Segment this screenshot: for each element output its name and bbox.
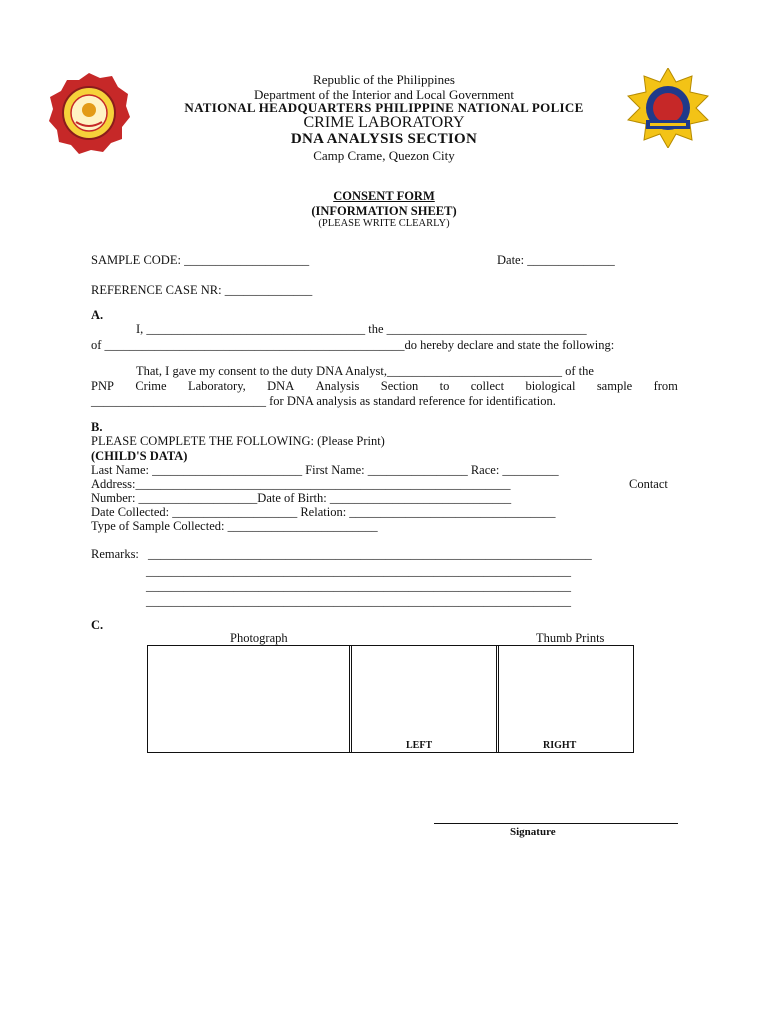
- word: Laboratory,: [187, 379, 246, 393]
- right-thumbprint-box[interactable]: [496, 645, 634, 753]
- header-republic: Republic of the Philippines: [313, 72, 455, 87]
- contact-dob-line[interactable]: Number: ___________________Date of Birth: _____________________________: [91, 491, 512, 505]
- collected-relation-line[interactable]: Date Collected: ____________________ Relation: _________________________________: [91, 505, 556, 519]
- word: collect: [470, 379, 505, 393]
- left-thumb-label: LEFT: [406, 740, 433, 751]
- word: Analysis: [315, 379, 360, 393]
- section-c-label: C.: [91, 618, 104, 632]
- header-location: Camp Crame, Quezon City: [313, 148, 455, 163]
- remarks-line[interactable]: ____________________________________________________________________: [146, 594, 571, 608]
- section-b-instruction: PLEASE COMPLETE THE FOLLOWING: (Please Print): [91, 434, 385, 448]
- word: sample: [596, 379, 633, 393]
- word: Section: [380, 379, 419, 393]
- photograph-box[interactable]: [147, 645, 352, 753]
- remarks-label: Remarks:: [91, 547, 139, 561]
- right-thumb-label: RIGHT: [543, 740, 577, 751]
- sample-code-field[interactable]: SAMPLE CODE: ____________________: [91, 253, 310, 267]
- section-b-label: B.: [91, 420, 103, 434]
- header-dna-section: DNA ANALYSIS SECTION: [290, 131, 478, 147]
- remarks-line[interactable]: ____________________________________________________________________: [146, 564, 571, 578]
- signature-label: Signature: [510, 826, 556, 838]
- form-subtitle: (INFORMATION SHEET): [311, 204, 457, 218]
- form-note: (PLEASE WRITE CLEARLY): [318, 218, 450, 229]
- declarant-address-line[interactable]: of ________________________________________________do hereby declare and state the following:: [91, 338, 615, 352]
- consent-paragraph-line2: [91, 379, 678, 394]
- thumb-prints-label: Thumb Prints: [536, 631, 605, 645]
- contact-label: Contact: [629, 477, 668, 491]
- form-title: CONSENT FORM: [333, 189, 435, 203]
- signature-line[interactable]: [434, 823, 678, 824]
- word: PNP: [91, 379, 114, 393]
- photograph-label: Photograph: [230, 631, 288, 645]
- remarks-line[interactable]: _______________________________________________________________________: [148, 547, 592, 561]
- declarant-name-line[interactable]: I, ___________________________________ the ________________________________: [136, 322, 587, 336]
- header-department: Department of the Interior and Local Government: [254, 87, 514, 102]
- word: Crime: [135, 379, 167, 393]
- remarks-line[interactable]: ____________________________________________________________________: [146, 579, 571, 593]
- consent-paragraph-line3[interactable]: ____________________________ for DNA analysis as standard reference for identification.: [91, 394, 556, 408]
- left-thumbprint-box[interactable]: [349, 645, 499, 753]
- date-field[interactable]: Date: ______________: [497, 253, 615, 267]
- childs-data-heading: (CHILD'S DATA): [91, 449, 188, 463]
- word: to: [439, 379, 450, 393]
- sample-type-line[interactable]: Type of Sample Collected: ________________________: [91, 519, 378, 533]
- word: from: [653, 379, 678, 393]
- word: biological: [525, 379, 576, 393]
- header-crime-lab: CRIME LABORATORY: [303, 114, 465, 131]
- child-address-line[interactable]: Address:____________________________________________________________: [91, 477, 511, 491]
- consent-paragraph-line1[interactable]: That, I gave my consent to the duty DNA Analyst,____________________________ of the: [136, 364, 594, 378]
- section-a-label: A.: [91, 308, 104, 322]
- reference-case-field[interactable]: REFERENCE CASE NR: ______________: [91, 283, 313, 297]
- word: DNA: [267, 379, 295, 393]
- child-name-race-line[interactable]: Last Name: ________________________ First Name: ________________ Race: _________: [91, 463, 559, 477]
- header-national-hq: NATIONAL HEADQUARTERS PHILIPPINE NATIONAL POLICE: [184, 100, 584, 115]
